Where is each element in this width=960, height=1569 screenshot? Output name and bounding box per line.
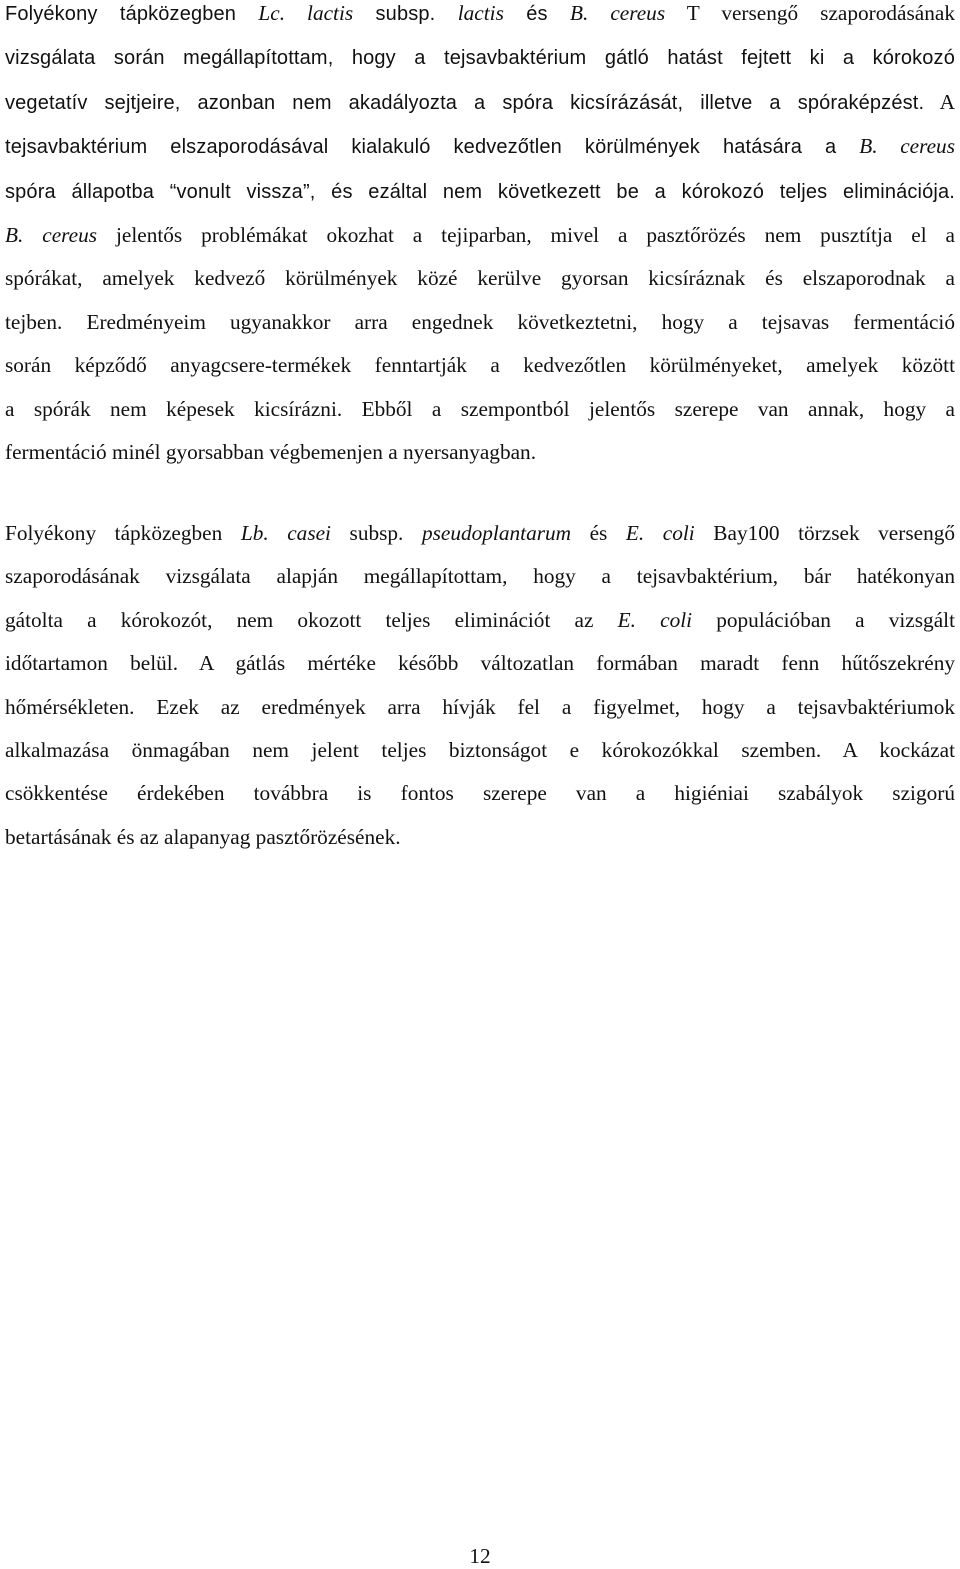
- text-line: [5, 388, 955, 431]
- text-line: [5, 170, 955, 214]
- italic-species-name: Lc. lactis: [258, 1, 354, 25]
- paragraph-bcereus-competition: [5, 0, 955, 474]
- text-line: [5, 686, 955, 729]
- italic-species-name: lactis: [457, 1, 504, 25]
- text-run: Folyékony tápközegben: [5, 3, 259, 25]
- text-run: időtartamon belül. A gátlás mértéke később változatlan formában maradt fenn hűtőszekrény: [5, 651, 955, 676]
- text-line: [5, 642, 955, 685]
- text-run: a spórák nem képesek kicsírázni. Ebből a szempontból jelentős szerepe van annak, hogy a: [5, 396, 955, 421]
- paragraph-ecoli-competition: [5, 512, 955, 859]
- text-line: [5, 555, 955, 598]
- italic-species-name: pseudoplantarum: [421, 521, 572, 545]
- page-number: 12: [469, 1544, 491, 1568]
- text-line: [5, 125, 955, 169]
- text-run: alkalmazása önmagában nem jelent teljes biztonságot e kórokozókkal szemben. A kockázat: [5, 738, 955, 763]
- text-run: és: [571, 521, 626, 545]
- text-line: [5, 257, 955, 300]
- text-run: gátolta a kórokozót, nem okozott teljes eliminációt az: [5, 607, 618, 632]
- text-line: [5, 512, 955, 555]
- text-run: hőmérsékleten. Ezek az eredmények arra hívják fel a figyelmet, hogy a tejsavbaktériumok: [5, 694, 955, 719]
- text-run: populációban a vizsgált: [692, 607, 955, 632]
- text-run: tejben. Eredményeim ugyanakkor arra engednek következtetni, hogy a tejsavas fermentáció: [5, 309, 955, 334]
- text-line: [5, 301, 955, 344]
- text-line: [5, 772, 955, 815]
- text-run: jelentős problémákat okozhat a tejiparban, mivel a pasztőrözés nem pusztítja el a: [97, 223, 955, 248]
- text-run: tejsavbaktérium elszaporodásával kialakuló kedvezőtlen körülmények hatására a: [5, 136, 860, 159]
- text-run: A: [924, 89, 956, 114]
- text-run: betartásának és az alapanyag pasztőrözésének.: [5, 824, 401, 849]
- italic-species-name: E. coli: [625, 521, 695, 545]
- text-run: vizsgálata során megállapítottam, hogy a tejsavbaktérium gátló hatást fejtett ki a kórokozó: [5, 47, 955, 70]
- text-run: Folyékony tápközegben: [5, 521, 241, 545]
- text-line: [5, 0, 955, 36]
- text-run: spórákat, amelyek kedvező körülmények közé kerülve gyorsan kicsíráznak és elszaporodnak a: [5, 266, 955, 291]
- text-run: és: [503, 3, 571, 25]
- text-line: [5, 81, 955, 125]
- italic-species-name: B. cereus: [5, 223, 98, 248]
- italic-species-name: B. cereus: [859, 134, 955, 159]
- text-run: spóra állapotba “vonult vissza”, és ezáltal nem következett be a kórokozó teljes eliminációja.: [5, 180, 955, 203]
- text-line: [5, 431, 955, 474]
- text-run: csökkentése érdekében továbbra is fontos szerepe van a higiéniai szabályok szigorú: [5, 781, 955, 806]
- text-line: [5, 599, 955, 642]
- text-run: vegetatív sejtjeire, azonban nem akadályozta a spóra kicsírázását, illetve a spóraképzést.: [5, 91, 925, 114]
- text-run: Bay100 törzsek versengő: [694, 521, 956, 545]
- text-run: szaporodásának vizsgálata alapján megállapítottam, hogy a tejsavbaktérium, bár hatékonyan: [5, 564, 955, 589]
- italic-species-name: Lb. casei: [240, 521, 331, 545]
- text-line: [5, 36, 955, 80]
- italic-species-name: E. coli: [617, 607, 693, 632]
- text-line: [5, 214, 955, 257]
- text-line: [5, 816, 955, 859]
- text-run: subsp.: [330, 521, 422, 545]
- text-run: subsp.: [353, 3, 458, 25]
- italic-species-name: B. cereus: [570, 1, 666, 25]
- text-line: [5, 729, 955, 772]
- text-run: során képződő anyagcsere-termékek fenntartják a kedvezőtlen körülményeket, amelyek között: [5, 353, 955, 378]
- text-line: [5, 344, 955, 387]
- text-run: fermentáció minél gyorsabban végbemenjen a nyersanyagban.: [5, 440, 537, 465]
- text-run: T versengő szaporodásának: [665, 1, 955, 25]
